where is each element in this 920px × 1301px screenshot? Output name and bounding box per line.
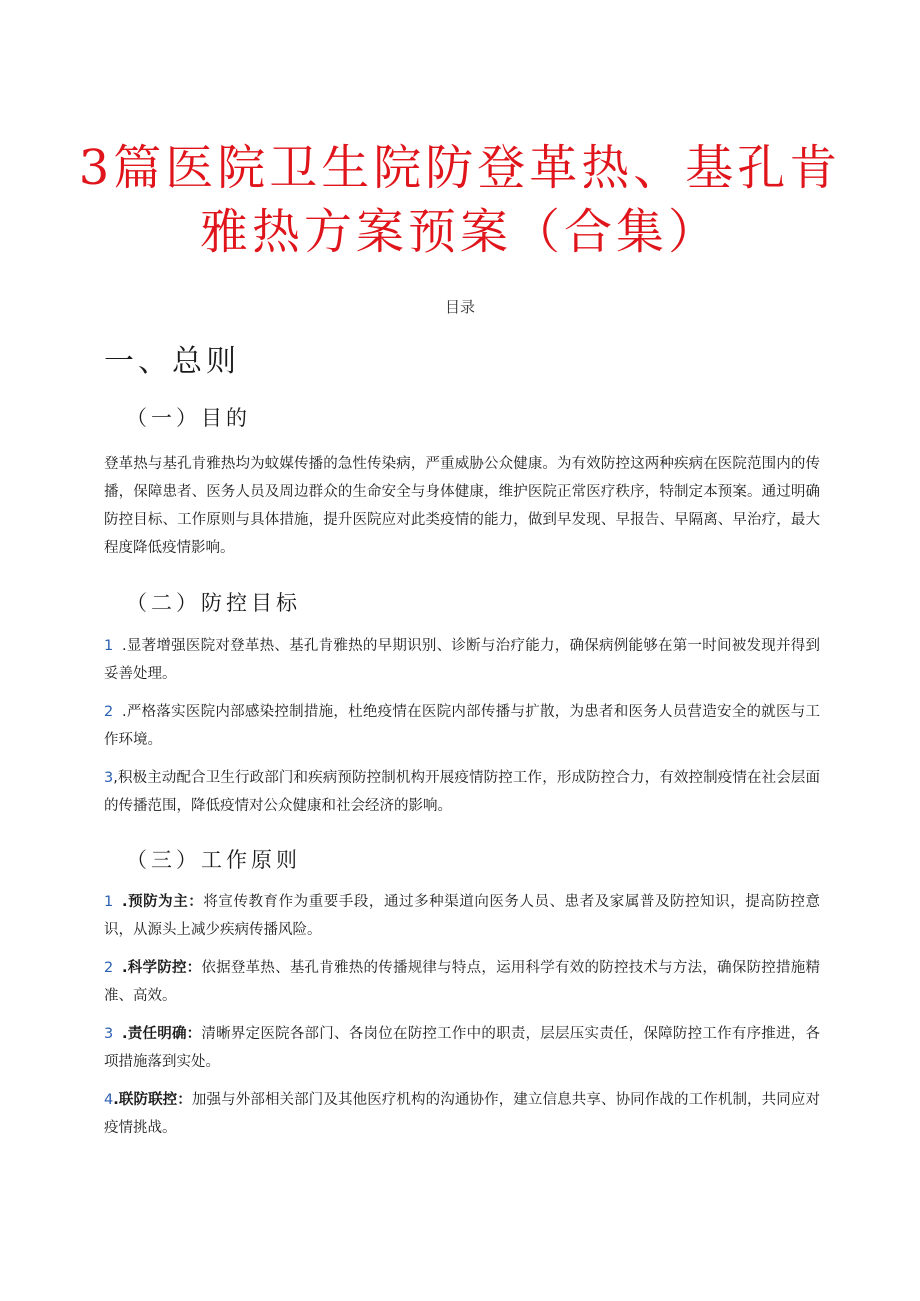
list-separator: . — [122, 1026, 128, 1042]
principle-item-title: 预防为主： — [127, 894, 204, 910]
principle-item-text: 加强与外部相关部门及其他医疗机构的沟通协作，建立信息共享、协同作战的工作机制，共同应对疫情挑战。 — [104, 1092, 820, 1136]
list-number: 4 — [104, 1092, 114, 1108]
subsection-heading-principles: （三）工作原则 — [126, 848, 301, 872]
list-number: 1 — [104, 894, 114, 910]
document-title-line-2: 雅热方案预案（合集） — [199, 204, 720, 260]
principle-item-title: 科学防控： — [127, 960, 202, 976]
goal-item — [104, 698, 820, 754]
principle-item-title: 责任明确： — [127, 1026, 202, 1042]
list-separator: . — [113, 1092, 119, 1108]
list-separator: . — [122, 704, 127, 720]
principle-item-text: 依据登革热、基孔肯雅热的传播规律与特点，运用科学有效的防控技术与方法，确保防控措施精准、高效。 — [104, 960, 821, 1004]
list-separator: . — [122, 638, 127, 654]
section-heading-general: 一、总则 — [104, 344, 240, 379]
principle-item-text: 清晰界定医院各部门、各岗位在防控工作中的职责，层层压实责任，保障防控工作有序推进，各项措施落到实处。 — [104, 1026, 821, 1070]
list-number: 1 — [104, 638, 114, 654]
goal-item-text: 严格落实医院内部感染控制措施，杜绝疫情在医院内部传播与扩散，为患者和医务人员营造安全的就医与工作环境。 — [104, 704, 820, 748]
principle-item — [104, 1086, 820, 1142]
subsection-heading-purpose: （一）目的 — [126, 406, 251, 430]
document-title-line-1: 3篇医院卫生院防登革热、基孔肯 — [78, 140, 842, 196]
subsection-heading-goals: （二）防控目标 — [126, 591, 301, 615]
list-separator: . — [122, 894, 128, 910]
list-number: 2 — [104, 960, 114, 976]
list-number: 3 — [104, 1026, 114, 1042]
principle-item — [104, 1020, 820, 1076]
principle-item-text: 将宣传教育作为重要手段，通过多种渠道向医务人员、患者及家属普及防控知识，提高防控意识，从源头上减少疾病传播风险。 — [104, 894, 821, 938]
table-of-contents-label: 目录 — [444, 298, 475, 316]
principle-item — [104, 954, 820, 1010]
principle-item — [104, 888, 820, 944]
list-separator: , — [113, 770, 118, 786]
goal-item-text: 积极主动配合卫生行政部门和疾病预防控制机构开展疫情防控工作，形成防控合力，有效控制疫情在社会层面的传播范围，降低疫情对公众健康和社会经济的影响。 — [104, 770, 820, 814]
principle-item-title: 联防联控： — [118, 1092, 192, 1108]
list-number: 2 — [104, 704, 114, 720]
goal-item — [104, 632, 820, 688]
goal-item — [104, 764, 820, 820]
list-separator: . — [122, 960, 128, 976]
list-number: 3 — [104, 770, 114, 786]
purpose-paragraph: 登革热与基孔肯雅热均为蚊媒传播的急性传染病，严重威胁公众健康。为有效防控这两种疾病在医院范围内的传播，保障患者、医务人员及周边群众的生命安全与身体健康，维护医院正常医疗秩序，特制定本预案。通过明确防控目标、工作原则与具体措施，提升医院应对此类疫情的能力，做到早发现、早报告、早隔离、早治疗，最大程度降低疫情影响。 — [104, 456, 820, 556]
goal-item-text: 显著增强医院对登革热、基孔肯雅热的早期识别、诊断与治疗能力，确保病例能够在第一时间被发现并得到妥善处理。 — [104, 638, 820, 682]
